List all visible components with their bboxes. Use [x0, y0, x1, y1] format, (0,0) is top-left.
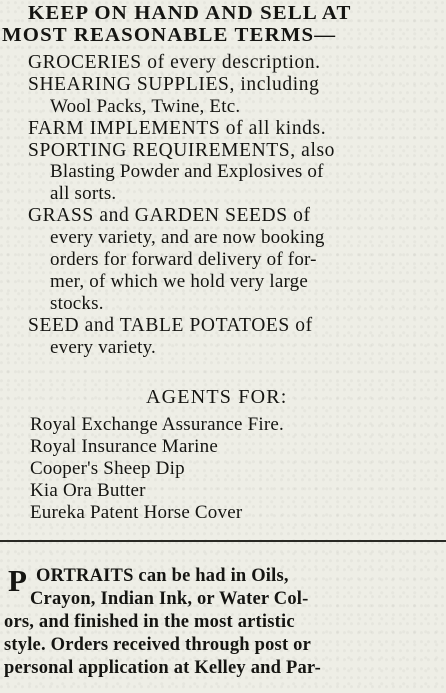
product-line-8: GRASS and GARDEN SEEDS of	[28, 205, 311, 226]
product-line-3: Wool Packs, Twine, Etc.	[50, 96, 241, 117]
portraits-line-5: personal application at Kelley and Par-	[4, 658, 321, 678]
portraits-line-1: ORTRAITS can be had in Oils,	[36, 566, 289, 586]
product-line-12: stocks.	[50, 293, 104, 314]
agent-item-3: Cooper's Sheep Dip	[30, 458, 185, 479]
agents-heading: AGENTS FOR:	[146, 386, 288, 408]
product-line-10: orders for forward delivery of for-	[50, 249, 317, 270]
product-line-2: SHEARING SUPPLIES, including	[28, 74, 320, 95]
header-line-2: MOST REASONABLE TERMS—	[2, 24, 337, 46]
agent-item-2: Royal Insurance Marine	[30, 436, 218, 457]
product-line-1: GROCERIES of every description.	[28, 52, 321, 73]
header-line-1: KEEP ON HAND AND SELL AT	[28, 2, 352, 24]
product-line-4: FARM IMPLEMENTS of all kinds.	[28, 118, 327, 139]
agent-item-4: Kia Ora Butter	[30, 480, 146, 501]
portraits-line-2: Crayon, Indian Ink, or Water Col-	[30, 589, 309, 609]
product-line-13: SEED and TABLE POTATOES of	[28, 315, 313, 336]
product-line-6: Blasting Powder and Explosives of	[50, 161, 324, 182]
agent-item-1: Royal Exchange Assurance Fire.	[30, 414, 284, 435]
agent-item-5: Eureka Patent Horse Cover	[30, 502, 243, 523]
portraits-line-3: ors, and finished in the most artistic	[4, 612, 295, 632]
product-line-5: SPORTING REQUIREMENTS, also	[28, 140, 335, 161]
product-line-7: all sorts.	[50, 183, 117, 204]
product-line-9: every variety, and are now booking	[50, 227, 325, 248]
portraits-line-4: style. Orders received through post or	[4, 635, 311, 655]
section-divider	[0, 540, 446, 542]
product-line-14: every variety.	[50, 337, 157, 358]
portraits-dropcap: P	[8, 563, 28, 598]
product-line-11: mer, of which we hold very large	[50, 271, 309, 292]
